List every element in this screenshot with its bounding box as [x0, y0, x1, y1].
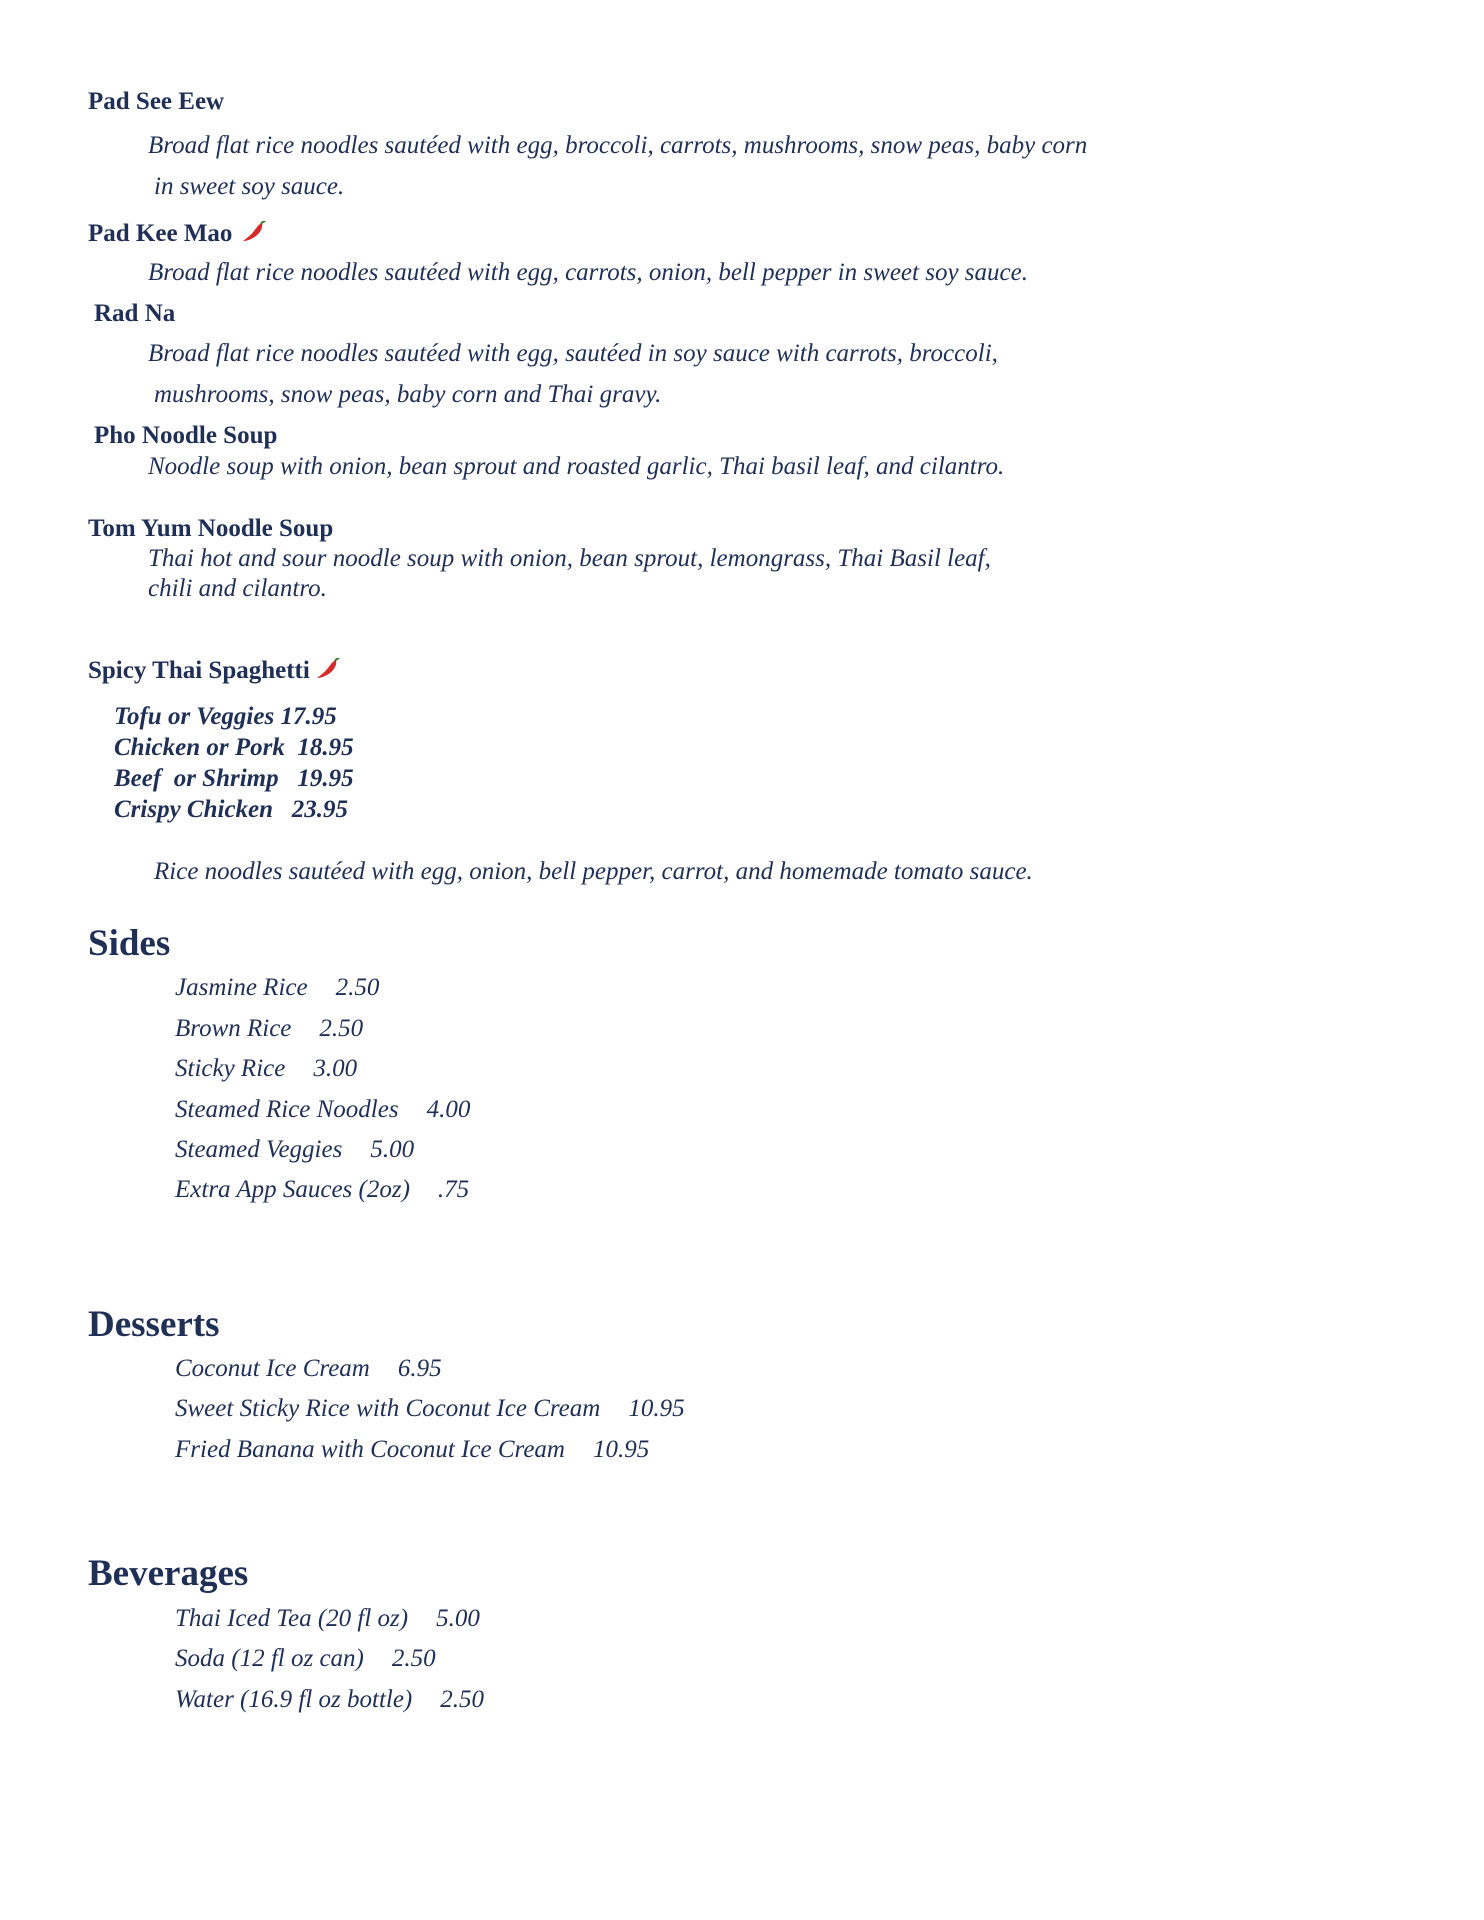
dish-name: Rad Na — [94, 300, 176, 327]
dish-name: Pho Noodle Soup — [94, 422, 278, 449]
chili-pepper-icon — [316, 658, 340, 687]
menu-item: Sweet Sticky Rice with Coconut Ice Cream 10.95 — [175, 1395, 685, 1422]
menu-item: Jasmine Rice 2.50 — [175, 974, 380, 1001]
menu-item: Brown Rice 2.50 — [175, 1015, 364, 1042]
menu-item: Coconut Ice Cream 6.95 — [175, 1355, 442, 1382]
chili-pepper-icon — [242, 221, 266, 250]
dish-name: Pad Kee Mao — [88, 220, 233, 247]
dish-description: mushrooms, snow peas, baby corn and Thai gravy. — [154, 381, 662, 408]
section-title-beverages: Beverages — [88, 1553, 249, 1594]
menu-item: Steamed Veggies 5.00 — [175, 1136, 415, 1163]
dish-description: Broad flat rice noodles sautéed with egg, broccoli, carrots, mushrooms, snow peas, baby corn — [148, 132, 1088, 159]
dish-description: chili and cilantro. — [148, 575, 327, 602]
dish-name: Pad See Eew — [88, 88, 225, 115]
price-line: Beef or Shrimp 19.95 — [114, 765, 354, 792]
section-title-sides: Sides — [88, 923, 171, 964]
dish-name: Tom Yum Noodle Soup — [88, 515, 334, 542]
price-line: Crispy Chicken 23.95 — [114, 796, 349, 823]
section-title-desserts: Desserts — [88, 1304, 220, 1345]
menu-item: Water (16.9 fl oz bottle) 2.50 — [175, 1686, 485, 1713]
menu-item: Soda (12 fl oz can) 2.50 — [175, 1645, 436, 1672]
menu-item: Sticky Rice 3.00 — [175, 1055, 358, 1082]
dish-description: Noodle soup with onion, bean sprout and roasted garlic, Thai basil leaf, and cilantro. — [148, 453, 1005, 480]
menu-item: Thai Iced Tea (20 fl oz) 5.00 — [175, 1605, 480, 1632]
dish-name-row — [88, 657, 340, 687]
price-line: Tofu or Veggies 17.95 — [114, 703, 337, 730]
dish-description: Thai hot and sour noodle soup with onion, bean sprout, lemongrass, Thai Basil leaf, — [148, 545, 991, 572]
menu-item: Steamed Rice Noodles 4.00 — [175, 1096, 471, 1123]
dish-description: Broad flat rice noodles sautéed with egg, sautéed in soy sauce with carrots, broccoli, — [148, 340, 998, 367]
dish-name: Spicy Thai Spaghetti — [88, 657, 310, 684]
dish-description: in sweet soy sauce. — [154, 173, 345, 200]
dish-name-row — [88, 220, 266, 250]
price-line: Chicken or Pork 18.95 — [114, 734, 354, 761]
menu-item: Extra App Sauces (2oz) .75 — [175, 1176, 470, 1203]
dish-description: Rice noodles sautéed with egg, onion, bell pepper, carrot, and homemade tomato sauce. — [154, 858, 1033, 885]
menu-item: Fried Banana with Coconut Ice Cream 10.95 — [175, 1436, 650, 1463]
dish-description: Broad flat rice noodles sautéed with egg, carrots, onion, bell pepper in sweet soy sauce. — [148, 259, 1028, 286]
